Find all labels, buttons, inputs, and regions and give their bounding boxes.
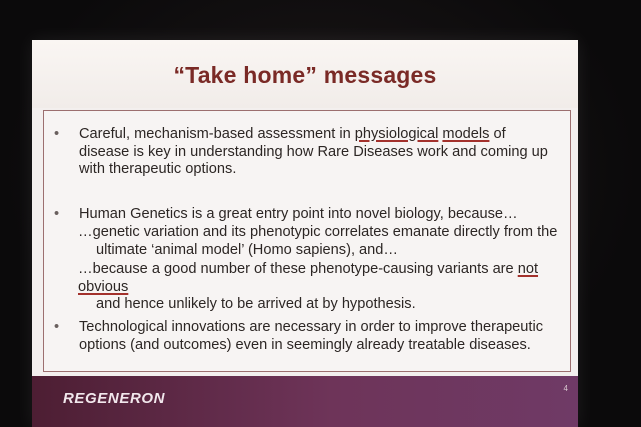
bullet-item-1 bbox=[54, 126, 559, 179]
underlined-word-obvious: obvious bbox=[78, 278, 129, 295]
title-band bbox=[32, 40, 578, 108]
bullet-text-1: Careful, mechanism-based assessment in physiological models of disease is key in understanding how Rare Diseases work and coming up with therapeutic options. bbox=[79, 126, 548, 177]
brand-logo-text: REGENERON bbox=[63, 390, 166, 407]
bullet-dot-icon: • bbox=[54, 126, 60, 142]
sub-point-1-line: …genetic variation and its phenotypic correlates emanate directly from the bbox=[78, 224, 558, 240]
sub-point-1-continuation: ultimate ‘animal model’ (Homo sapiens), and… bbox=[96, 241, 399, 258]
bullet-item-3 bbox=[54, 319, 559, 354]
page-number: 4 bbox=[563, 384, 568, 393]
sub-point-2 bbox=[78, 261, 558, 314]
bullet-dot-icon: • bbox=[54, 206, 60, 222]
content-box bbox=[43, 110, 571, 372]
underlined-word-not: not bbox=[517, 261, 539, 277]
slide-title: “Take home” messages bbox=[173, 62, 437, 88]
bullet-dot-icon: • bbox=[54, 319, 60, 335]
presentation-slide bbox=[32, 40, 578, 427]
sub-point-2-continuation: and hence unlikely to be arrived at by hypothesis. bbox=[96, 296, 416, 312]
underlined-word-physiological: physiological bbox=[354, 126, 439, 142]
bullet-item-2 bbox=[54, 206, 559, 224]
slide-footer bbox=[32, 376, 578, 427]
underlined-word-models: models bbox=[442, 126, 490, 142]
sub-point-2-line: …because a good number of these phenotype-causing variants are not obvious bbox=[78, 261, 539, 295]
bullet-text-3: Technological innovations are necessary in order to improve therapeutic options (and outcomes) even in seemingly already treatable diseases. bbox=[79, 319, 544, 353]
sub-point-1 bbox=[78, 224, 558, 259]
bullet-text-2: Human Genetics is a great entry point into novel biology, because… bbox=[79, 206, 518, 222]
